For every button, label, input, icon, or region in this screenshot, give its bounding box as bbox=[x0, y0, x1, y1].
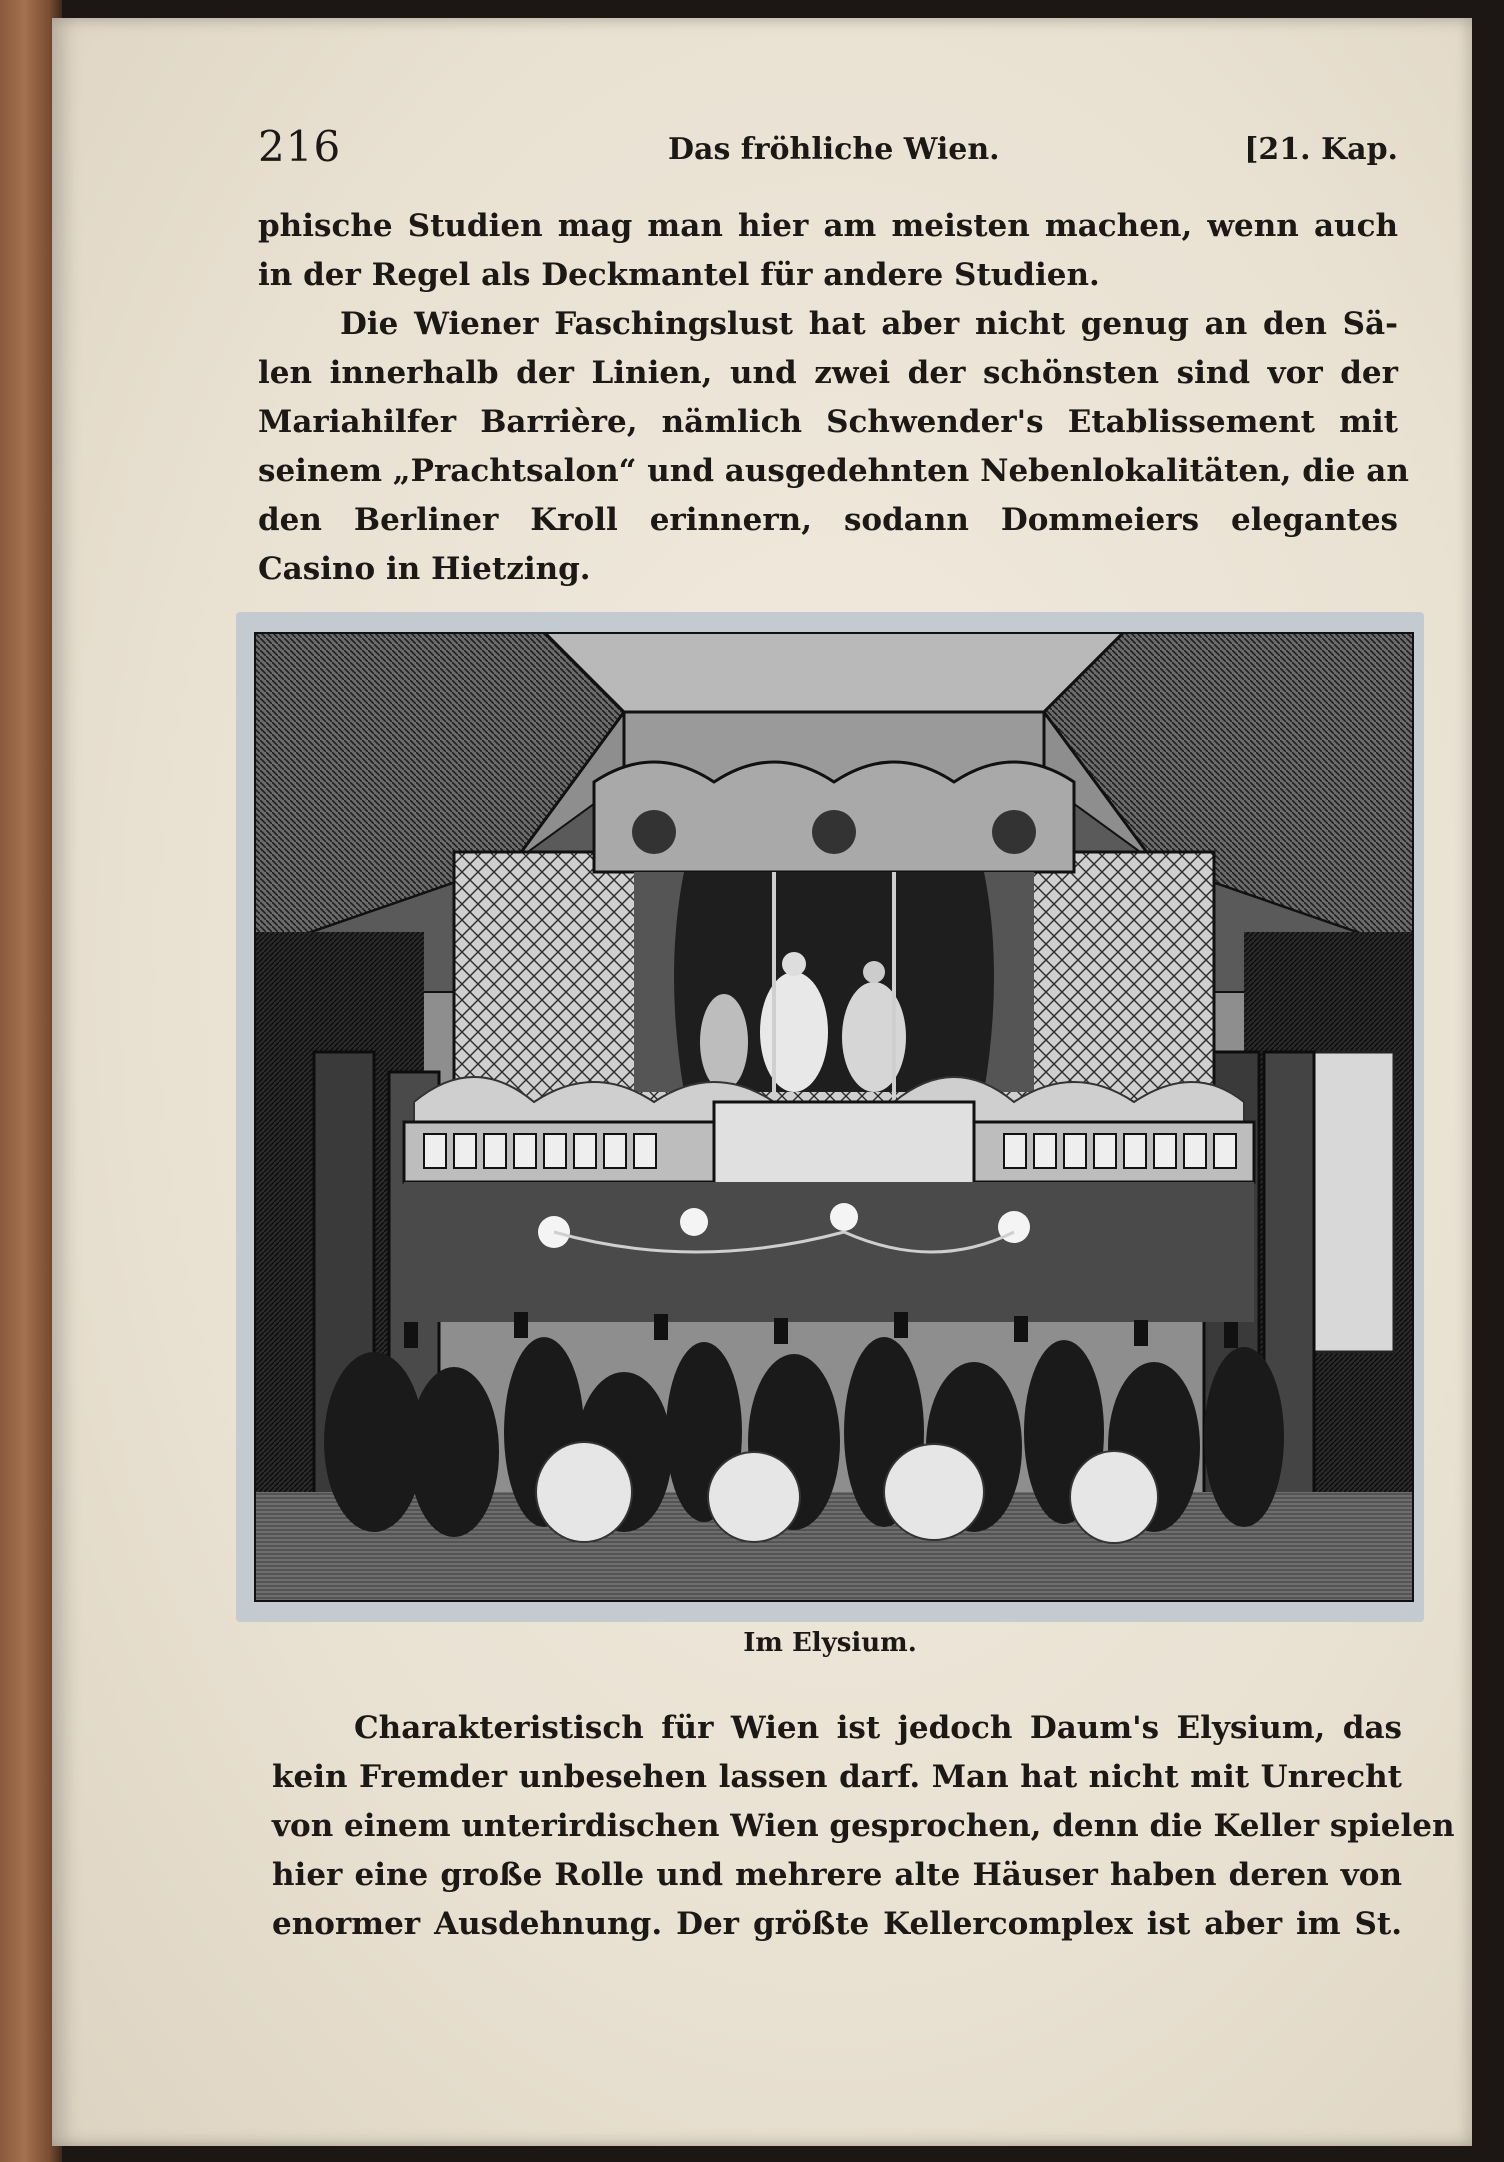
text-line: kein Fremder unbesehen lassen darf. Man hat nicht mit Unrecht bbox=[272, 1759, 1402, 1795]
text-line: Die Wiener Faschingslust hat aber nicht genug an den Sä- bbox=[340, 306, 1398, 342]
body-text-bottom bbox=[272, 1704, 1455, 1949]
text-line: den Berliner Kroll erinnern, sodann Dommeiers elegantes bbox=[258, 502, 1398, 538]
ceiling-center bbox=[544, 632, 1124, 712]
page-number: 216 bbox=[258, 122, 342, 171]
chapter-label: [21. Kap. bbox=[1244, 132, 1398, 167]
illustration-frame bbox=[236, 612, 1424, 1622]
text-line: Charakteristisch für Wien ist jedoch Daum's Elysium, das bbox=[354, 1710, 1402, 1746]
illustration-caption: Im Elysium. bbox=[743, 1628, 917, 1658]
text-line: Mariahilfer Barrière, nämlich Schwender's Etablissement mit bbox=[258, 404, 1398, 440]
running-header bbox=[258, 118, 1398, 178]
text-line: seinem „Prachtsalon“ und ausgedehnten Nebenlokalitäten, die an bbox=[258, 453, 1409, 489]
text-line: len innerhalb der Linien, und zwei der schönsten sind vor der bbox=[258, 355, 1398, 391]
text-line: hier eine große Rolle und mehrere alte Häuser haben deren von bbox=[272, 1857, 1402, 1893]
stage-opening bbox=[634, 872, 1034, 1092]
text-line: von einem unterirdischen Wien gesprochen, denn die Keller spielen bbox=[272, 1808, 1455, 1844]
running-title: Das fröhliche Wien. bbox=[668, 132, 1000, 167]
text-line: Casino in Hietzing. bbox=[258, 551, 591, 587]
text-line: in der Regel als Deckmantel für andere Studien. bbox=[258, 257, 1100, 293]
text-line: phische Studien mag man hier am meisten machen, wenn auch bbox=[258, 208, 1398, 244]
text-line: enormer Ausdehnung. Der größte Kellercomplex ist aber im St. bbox=[272, 1906, 1402, 1942]
body-text-top bbox=[258, 202, 1409, 594]
ballroom-engraving bbox=[254, 632, 1414, 1602]
